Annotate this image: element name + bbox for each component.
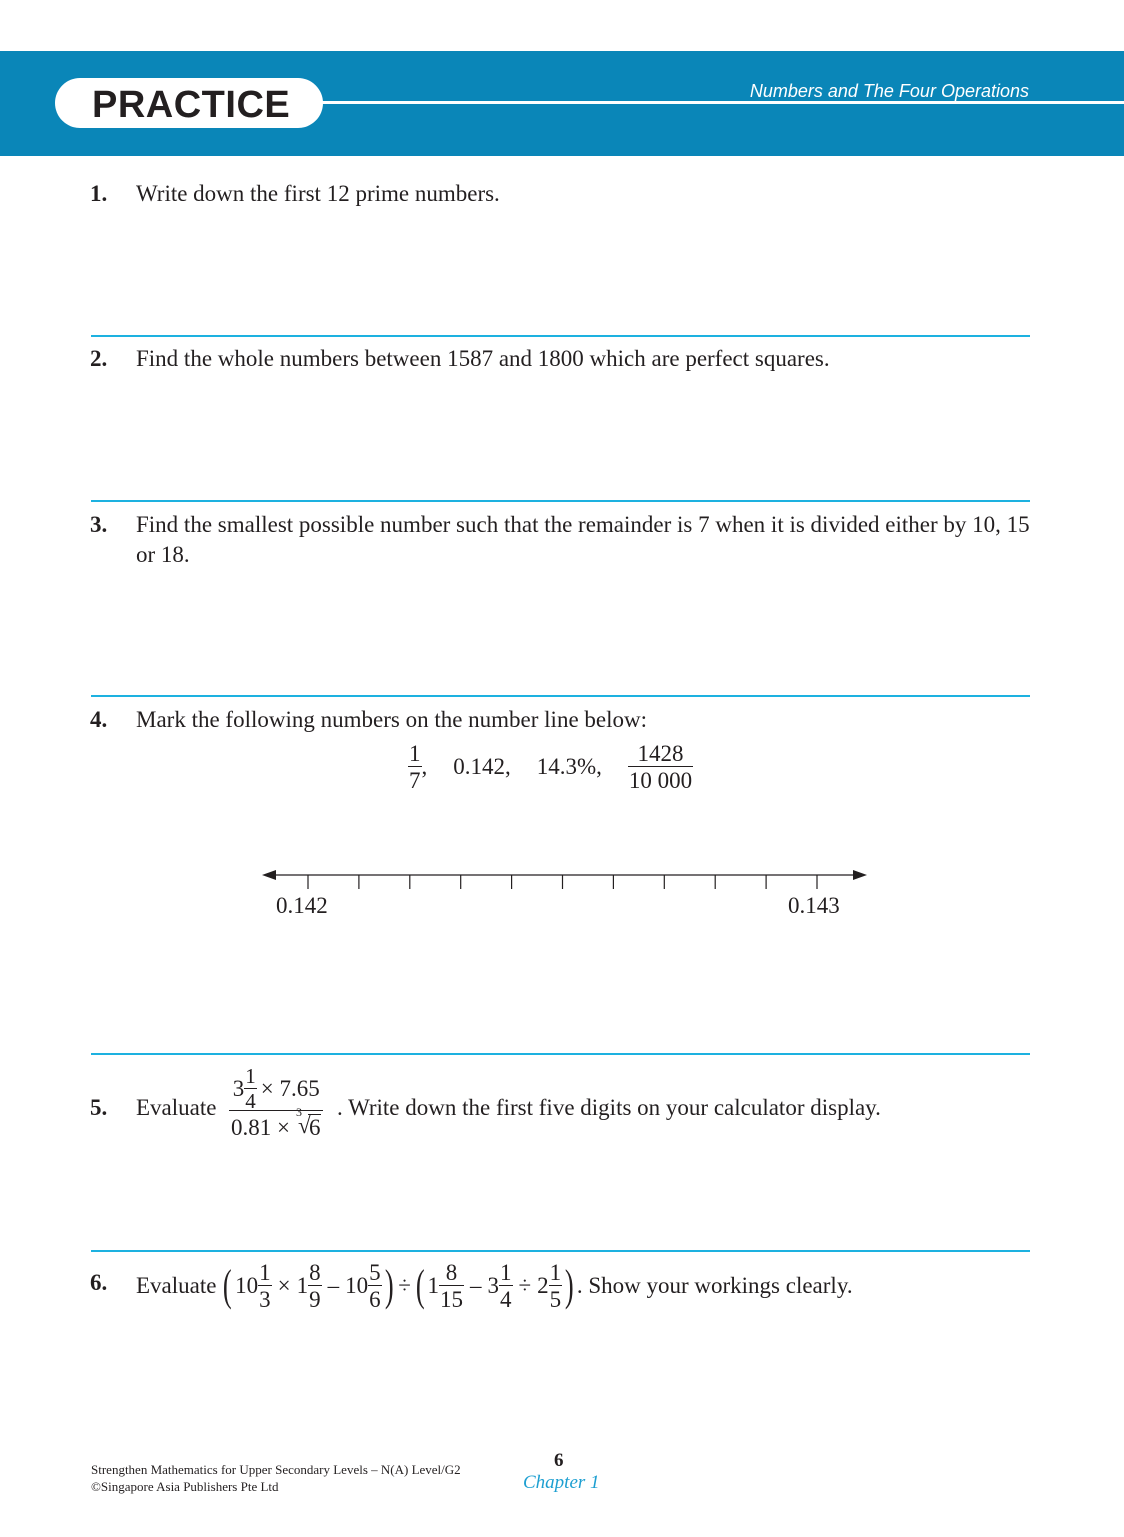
question-number: 3. (90, 512, 108, 537)
question-1 (90, 179, 1035, 209)
arrow-left-icon (262, 870, 276, 880)
book-title: Strengthen Mathematics for Upper Secondary Levels – N(A) Level/G2 (91, 1462, 461, 1477)
question-text-prefix: Evaluate (136, 1273, 217, 1298)
question-4 (90, 705, 1035, 735)
question-text-suffix: . Write down the first five digits on your calculator display. (337, 1095, 881, 1120)
footer-book-info (91, 1461, 461, 1495)
fraction-one-seventh: $\frac{1}{7}$ (409, 741, 421, 793)
number-line-end-label: 0.143 (788, 893, 840, 918)
question-text-prefix: Evaluate (136, 1095, 217, 1120)
question-text: Mark the following numbers on the number line below: (136, 707, 648, 732)
numbers-to-mark: $\frac{1}{7}$ , 0.142, 14.3%, $\frac{1428}{10 000}$ (409, 741, 693, 793)
expression-denominator: 0.81 × 3 √ 6 (229, 1110, 323, 1141)
question-number: 2. (90, 346, 108, 371)
question-separator (91, 1053, 1030, 1055)
question-separator (91, 500, 1030, 502)
expression-fraction (229, 1064, 323, 1141)
number-line-start-label: 0.142 (276, 893, 328, 918)
question-number: 1. (90, 181, 108, 206)
number-line (262, 862, 867, 892)
chapter-heading: Numbers and The Four Operations (749, 81, 1029, 101)
question-text: Find the whole numbers between 1587 and 1800 which are perfect squares. (136, 346, 830, 371)
copyright: ©Singapore Asia Publishers Pte Ltd (91, 1479, 279, 1494)
question-number: 6. (90, 1270, 108, 1295)
question-number: 5. (90, 1095, 108, 1120)
fraction-one-quarter: $\frac{1}{4}$ (245, 1064, 256, 1113)
number-line-ticks (308, 875, 817, 889)
question-number: 4. (90, 707, 108, 732)
page-number: 6 (554, 1450, 564, 1471)
practice-title: PRACTICE (92, 84, 291, 126)
cube-root: 3 √ 6 (295, 1105, 321, 1140)
header-banner (0, 51, 1124, 156)
question-5 (90, 1062, 1035, 1152)
question-text-suffix: . Show your workings clearly. (576, 1273, 853, 1298)
question-6 (90, 1258, 1035, 1318)
arrow-right-icon (853, 870, 867, 880)
percent-value: 14.3%, (536, 754, 602, 779)
expression: Evaluate ( 10 $\frac{1}{3}$ × 1 $\frac{8}{9}$ – 10 $\frac{5}{6}$ ) ÷ ( 1 $\frac{8}{15}$ – 3 $\frac{1}{4}$ ÷ 2 $\frac{1}{5}$ ) . Show your workings clearly. (136, 1260, 853, 1312)
question-separator (91, 695, 1030, 697)
question-separator (91, 335, 1030, 337)
question-2 (90, 344, 1035, 374)
fraction-1428: $\frac{1428}{10 000}$ (628, 741, 693, 793)
expression-numerator: 3 $\frac{1}{4}$ × 7.65 (232, 1064, 320, 1113)
chapter-label: Chapter 1 (523, 1472, 600, 1493)
question-text: Write down the first 12 prime numbers. (136, 181, 500, 206)
question-text: Find the smallest possible number such that the remainder is 7 when it is divided either by 10, 15 or 18. (136, 512, 1030, 567)
decimal-value: 0.142, (453, 754, 511, 779)
question-separator (91, 1250, 1030, 1252)
question-3 (90, 510, 1035, 570)
